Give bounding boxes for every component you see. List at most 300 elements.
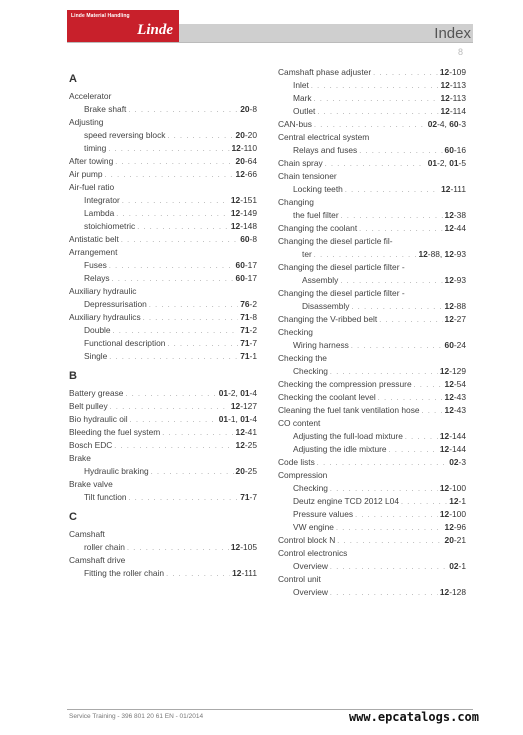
- entry-label: Arrangement: [69, 247, 118, 257]
- index-entry: [69, 350, 257, 363]
- entry-line: [278, 157, 466, 171]
- entry-line: [84, 491, 257, 505]
- entry-label: Compression: [278, 470, 328, 480]
- entry-label: Relays and fuses: [293, 145, 358, 155]
- page-reference: 12-54: [444, 379, 466, 389]
- entry-label: Pressure values: [293, 509, 354, 519]
- page-in-chapter: 111: [453, 184, 466, 194]
- index-entry: [69, 168, 257, 181]
- entry-label: Fuses: [84, 260, 107, 270]
- chapter-number: 20: [444, 535, 454, 545]
- entry-line: [293, 560, 466, 574]
- page-reference: 02-1: [449, 561, 466, 571]
- entry-line: [69, 233, 257, 247]
- page-reference: 60-17: [235, 273, 257, 283]
- page-reference: 60-24: [444, 340, 466, 350]
- page-reference: 12-111: [441, 184, 466, 194]
- entry-line: [84, 324, 257, 338]
- page-reference: 12-148: [230, 221, 257, 231]
- entry-line: [84, 298, 257, 312]
- index-entry: [278, 66, 466, 79]
- page-number: 8: [458, 47, 464, 57]
- entry-label: Tilt function: [84, 492, 127, 502]
- chapter-number: 12: [232, 568, 242, 578]
- index-entry: [278, 547, 466, 560]
- entry-label: Bosch EDC: [69, 440, 113, 450]
- chapter-number: 12: [235, 440, 245, 450]
- page-in-chapter: 54: [456, 379, 466, 389]
- index-entry: [69, 400, 257, 413]
- chapter-number: 01: [449, 158, 459, 168]
- entry-label: Changing the diesel particle fil-: [278, 236, 393, 246]
- entry-label: Bio hydraulic oil: [69, 414, 128, 424]
- entry-line: [69, 426, 257, 440]
- index-entry: [278, 222, 466, 235]
- page-in-chapter: 151: [243, 195, 257, 205]
- entry-line: [278, 547, 466, 560]
- entry-line: [69, 181, 257, 194]
- page-reference: 20-8: [240, 104, 257, 114]
- page-in-chapter: 1: [252, 351, 257, 361]
- index-entry: [278, 300, 466, 313]
- dot-leader: [166, 568, 230, 581]
- page-reference: 12-27: [444, 314, 466, 324]
- entry-label: Overview: [293, 561, 328, 571]
- entry-line: [69, 478, 257, 491]
- entry-line: [278, 456, 466, 470]
- page-reference: 01-2, 01-5: [427, 158, 466, 168]
- entry-label: Depressurisation: [84, 299, 147, 309]
- entry-label: Battery grease: [69, 388, 124, 398]
- page-in-chapter: 88: [456, 301, 466, 311]
- page-reference: 12-93: [444, 275, 466, 285]
- entry-line: [293, 586, 466, 600]
- brand-wordmark: Linde: [137, 22, 173, 38]
- index-entry: [278, 560, 466, 573]
- entry-line: [278, 391, 466, 405]
- page-reference: 20-64: [235, 156, 257, 166]
- page-in-chapter: 25: [247, 466, 257, 476]
- entry-label: Functional description: [84, 338, 166, 348]
- page-header: [0, 0, 523, 57]
- page-in-chapter: 43: [456, 405, 466, 415]
- chapter-number: 01: [240, 388, 250, 398]
- index-entry: [69, 90, 257, 103]
- page-in-chapter: 109: [452, 67, 466, 77]
- chapter-number: 20: [235, 156, 245, 166]
- page-in-chapter: 27: [456, 314, 466, 324]
- entry-line: [293, 183, 466, 197]
- entry-label: Camshaft phase adjuster: [278, 67, 372, 77]
- entry-label: After towing: [69, 156, 114, 166]
- entry-label: Camshaft drive: [69, 555, 126, 565]
- page-in-chapter: 2: [230, 388, 236, 398]
- chapter-number: 02: [449, 457, 459, 467]
- page-reference: 12-113: [440, 80, 466, 90]
- entry-label: Brake valve: [69, 479, 113, 489]
- entry-label: Disassembly: [302, 301, 350, 311]
- entry-line: [69, 400, 257, 414]
- entry-line: [278, 287, 466, 300]
- entry-label: Camshaft: [69, 529, 105, 539]
- entry-label: Checking the coolant level: [278, 392, 376, 402]
- index-column-right: [278, 66, 466, 599]
- entry-label: Wiring harness: [293, 340, 349, 350]
- entry-line: [278, 378, 466, 392]
- page-reference: 12-1: [449, 496, 466, 506]
- entry-label: timing: [84, 143, 107, 153]
- page-in-chapter: 21: [456, 535, 466, 545]
- page-reference: 71-1: [240, 351, 257, 361]
- page-in-chapter: 1: [230, 414, 236, 424]
- page-in-chapter: 43: [456, 392, 466, 402]
- section-letter: A: [69, 73, 77, 85]
- chapter-number: 60: [444, 145, 454, 155]
- chapter-number: 12: [439, 509, 450, 519]
- page-reference: 12-38: [444, 210, 466, 220]
- entry-line: [278, 326, 466, 339]
- chapter-number: 01: [240, 414, 250, 424]
- index-entry: [69, 285, 257, 298]
- entry-line: [293, 79, 466, 93]
- index-entry: [278, 79, 466, 92]
- index-entry: [278, 92, 466, 105]
- entry-label: Changing: [278, 197, 314, 207]
- page-in-chapter: 4: [439, 119, 445, 129]
- chapter-number: 60: [444, 340, 454, 350]
- index-entry: [278, 118, 466, 131]
- chapter-number: 12: [439, 67, 450, 77]
- page-reference: 12-129: [439, 366, 466, 376]
- entry-line: [69, 90, 257, 103]
- entry-line: [278, 66, 466, 80]
- index-entry: [69, 207, 257, 220]
- entry-line: [84, 194, 257, 208]
- index-entry: [69, 465, 257, 478]
- chapter-number: 02: [427, 119, 438, 129]
- chapter-number: 12: [440, 93, 450, 103]
- page-reference: 71-7: [240, 492, 257, 502]
- entry-label: Cleaning the fuel tank ventilation hose: [278, 405, 420, 415]
- entry-label: Control electronics: [278, 548, 348, 558]
- chapter-number: 01: [427, 158, 438, 168]
- index-entry: [69, 181, 257, 194]
- entry-label: Overview: [293, 587, 328, 597]
- entry-line: [302, 300, 466, 314]
- index-entry: [278, 339, 466, 352]
- entry-line: [293, 365, 466, 379]
- index-entry: [69, 194, 257, 207]
- entry-label: Chain tensioner: [278, 171, 337, 181]
- page-reference: 60-16: [444, 145, 466, 155]
- page-reference: 12-105: [230, 542, 257, 552]
- index-entry: [69, 567, 257, 580]
- chapter-number: 12: [230, 542, 241, 552]
- entry-line: [84, 142, 257, 156]
- entry-line: [69, 155, 257, 169]
- chapter-number: 20: [240, 104, 250, 114]
- page-in-chapter: 7: [252, 492, 257, 502]
- entry-line: [302, 248, 466, 262]
- chapter-number: 12: [439, 366, 450, 376]
- chapter-number: 12: [439, 431, 450, 441]
- chapter-number: 12: [439, 483, 450, 493]
- chapter-number: 12: [230, 208, 241, 218]
- entry-label: Checking: [293, 366, 328, 376]
- entry-label: Adjusting the idle mixture: [293, 444, 387, 454]
- page-in-chapter: 24: [456, 340, 466, 350]
- page-in-chapter: 1: [461, 561, 466, 571]
- entry-line: [69, 528, 257, 541]
- page-reference: 12-110: [231, 143, 257, 153]
- entry-line: [293, 508, 466, 522]
- chapter-number: 12: [444, 392, 454, 402]
- page-in-chapter: 16: [456, 145, 466, 155]
- page-in-chapter: 100: [452, 483, 466, 493]
- entry-label: Central electrical system: [278, 132, 370, 142]
- chapter-number: 12: [444, 522, 454, 532]
- entry-label: Bleeding the fuel system: [69, 427, 161, 437]
- chapter-number: 12: [444, 405, 454, 415]
- page-reference: 12-43: [444, 405, 466, 415]
- chapter-number: 71: [240, 325, 250, 335]
- page-reference: 20-20: [235, 130, 257, 140]
- footer-text: Service Training - 396 801 20 61 EN - 01/2014: [69, 713, 204, 720]
- header-divider: [67, 42, 473, 43]
- page-reference: 12-114: [440, 106, 466, 116]
- page-reference: 71-8: [240, 312, 257, 322]
- page-in-chapter: 128: [452, 587, 466, 597]
- chapter-number: 12: [444, 249, 454, 259]
- entry-label: Deutz engine TCD 2012 L04: [293, 496, 399, 506]
- page-in-chapter: 7: [252, 338, 257, 348]
- entry-line: [69, 554, 257, 567]
- index-entry: [69, 528, 257, 541]
- entry-label: Auxiliary hydraulic: [69, 286, 137, 296]
- chapter-number: 20: [235, 466, 245, 476]
- index-entry: [278, 443, 466, 456]
- entry-line: [278, 573, 466, 586]
- entry-line: [278, 469, 466, 482]
- page-in-chapter: 41: [247, 427, 257, 437]
- chapter-number: 12: [235, 169, 245, 179]
- chapter-number: 71: [240, 351, 250, 361]
- section-letter: B: [69, 370, 77, 382]
- entry-line: [278, 118, 466, 132]
- page-reference: 12-43: [444, 392, 466, 402]
- page-in-chapter: 4: [252, 414, 257, 424]
- entry-label: Hydraulic braking: [84, 466, 149, 476]
- linde-logo: [67, 10, 179, 42]
- page-in-chapter: 113: [452, 93, 466, 103]
- page-in-chapter: 38: [456, 210, 466, 220]
- page-in-chapter: 3: [461, 457, 466, 467]
- entry-label: Changing the diesel particle filter -: [278, 288, 405, 298]
- page-reference: 76-2: [240, 299, 257, 309]
- page-in-chapter: 110: [243, 143, 257, 153]
- entry-label: Relays: [84, 273, 110, 283]
- chapter-number: 71: [240, 492, 250, 502]
- entry-label: Changing the diesel particle filter -: [278, 262, 405, 272]
- entry-line: [69, 452, 257, 465]
- chapter-number: 71: [240, 312, 250, 322]
- entry-label: Chain spray: [278, 158, 323, 168]
- page-in-chapter: 4: [252, 388, 257, 398]
- entry-line: [84, 350, 257, 364]
- page-in-chapter: 100: [452, 509, 466, 519]
- entry-label: Code lists: [278, 457, 315, 467]
- index-entry: [69, 116, 257, 129]
- chapter-number: 02: [449, 561, 459, 571]
- page-in-chapter: 2: [252, 325, 257, 335]
- page-in-chapter: 8: [252, 312, 257, 322]
- entry-line: [69, 116, 257, 129]
- entry-line: [293, 209, 466, 223]
- index-entry: [278, 482, 466, 495]
- page-in-chapter: 149: [243, 208, 257, 218]
- index-entry: [69, 155, 257, 168]
- page-reference: 01-1, 01-4: [218, 414, 257, 424]
- page-reference: 12-128: [439, 587, 466, 597]
- entry-label: Control unit: [278, 574, 321, 584]
- chapter-number: 12: [444, 379, 454, 389]
- page-reference: 12-44: [444, 223, 466, 233]
- entry-line: [84, 465, 257, 479]
- page-in-chapter: 8: [252, 234, 257, 244]
- index-entry: [278, 287, 466, 300]
- page-reference: 20-25: [235, 466, 257, 476]
- entry-line: [293, 339, 466, 353]
- page-reference: 12-25: [235, 440, 257, 450]
- entry-label: the fuel filter: [293, 210, 339, 220]
- page-reference: 12-41: [235, 427, 257, 437]
- entry-label: Single: [84, 351, 108, 361]
- entry-line: [293, 144, 466, 158]
- entry-label: Inlet: [293, 80, 309, 90]
- entry-label: Air pump: [69, 169, 103, 179]
- chapter-number: 01: [218, 388, 229, 398]
- page-reference: 71-7: [240, 338, 257, 348]
- page-in-chapter: 111: [244, 568, 257, 578]
- index-entry: [69, 426, 257, 439]
- chapter-number: 12: [444, 210, 454, 220]
- index-entry: [69, 298, 257, 311]
- entry-line: [293, 105, 466, 119]
- entry-line: [69, 285, 257, 298]
- index-entry: [278, 378, 466, 391]
- page-reference: 01-2, 01-4: [218, 388, 257, 398]
- page-title: Index: [434, 25, 471, 42]
- index-entry: [69, 541, 257, 554]
- dot-leader: [330, 587, 438, 600]
- index-entry: [69, 452, 257, 465]
- chapter-number: 12: [230, 221, 241, 231]
- page-reference: 12-100: [439, 509, 466, 519]
- page-in-chapter: 2: [439, 158, 445, 168]
- index-entry: [278, 456, 466, 469]
- page-reference: 60-17: [235, 260, 257, 270]
- index-entry: [278, 534, 466, 547]
- entry-line: [69, 168, 257, 182]
- chapter-number: 12: [444, 223, 454, 233]
- index-entry: [278, 313, 466, 326]
- page-in-chapter: 3: [461, 119, 466, 129]
- index-entry: [69, 324, 257, 337]
- entry-label: Checking: [278, 327, 313, 337]
- entry-line: [84, 567, 257, 581]
- index-entry: [69, 478, 257, 491]
- index-entry: [69, 554, 257, 567]
- index-entry: [69, 142, 257, 155]
- page-in-chapter: 96: [456, 522, 466, 532]
- index-entry: [278, 365, 466, 378]
- page-reference: 12-144: [439, 431, 466, 441]
- index-entry: [278, 430, 466, 443]
- entry-line: [278, 313, 466, 327]
- entry-label: VW engine: [293, 522, 334, 532]
- entry-label: roller chain: [84, 542, 125, 552]
- index-entry: [69, 337, 257, 350]
- page-reference: 02-4, 60-3: [427, 119, 466, 129]
- entry-label: Antistatic belt: [69, 234, 119, 244]
- entry-line: [293, 495, 466, 509]
- entry-line: [293, 443, 466, 457]
- page-reference: 12-111: [232, 568, 257, 578]
- page-reference: 12-144: [439, 444, 466, 454]
- page-in-chapter: 127: [243, 401, 257, 411]
- page-in-chapter: 64: [247, 156, 257, 166]
- entry-line: [84, 259, 257, 273]
- index-column-left: [69, 66, 257, 580]
- index-entry: [69, 491, 257, 504]
- chapter-number: 20: [235, 130, 245, 140]
- entry-line: [278, 170, 466, 183]
- index-entry: [69, 246, 257, 259]
- index-entry: [69, 259, 257, 272]
- section-letter: C: [69, 511, 77, 523]
- page-in-chapter: 20: [247, 130, 257, 140]
- index-entry: [278, 131, 466, 144]
- index-entry: [278, 352, 466, 365]
- entry-line: [84, 207, 257, 221]
- index-entry: [278, 144, 466, 157]
- entry-label: Brake: [69, 453, 91, 463]
- entry-line: [84, 272, 257, 286]
- entry-label: Changing the V-ribbed belt: [278, 314, 378, 324]
- entry-line: [293, 521, 466, 535]
- index-entry: [278, 248, 466, 261]
- entry-label: Changing the coolant: [278, 223, 358, 233]
- chapter-number: 12: [230, 401, 241, 411]
- page-in-chapter: 114: [452, 106, 466, 116]
- page-reference: 12-66: [235, 169, 257, 179]
- entry-label: Lambda: [84, 208, 115, 218]
- page-in-chapter: 144: [452, 431, 466, 441]
- page-in-chapter: 113: [452, 80, 466, 90]
- entry-line: [278, 196, 466, 209]
- page-in-chapter: 17: [247, 273, 257, 283]
- index-entry: [278, 196, 466, 209]
- entry-label: Brake shaft: [84, 104, 127, 114]
- index-entry: [278, 495, 466, 508]
- brand-tagline: Linde Material Handling: [71, 13, 130, 19]
- entry-label: Belt pulley: [69, 401, 108, 411]
- entry-label: Integrator: [84, 195, 120, 205]
- chapter-number: 60: [449, 119, 459, 129]
- entry-label: Checking the compression pressure: [278, 379, 412, 389]
- watermark: www.epcatalogs.com: [348, 710, 479, 724]
- index-entry: [278, 521, 466, 534]
